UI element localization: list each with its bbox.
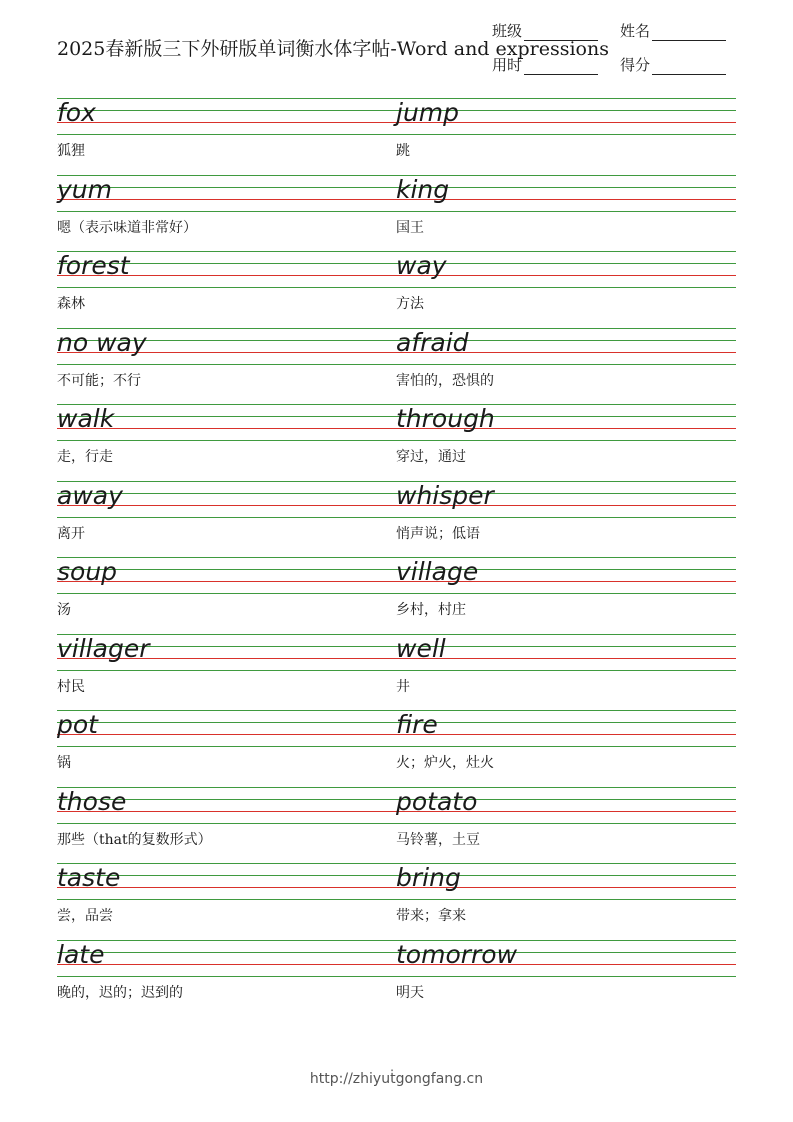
chinese-meaning: 悄声说；低语 bbox=[396, 525, 480, 542]
chinese-meaning: 汤 bbox=[57, 602, 71, 618]
english-word: no way bbox=[57, 327, 147, 357]
baseline-red bbox=[57, 964, 397, 965]
guide-line-green bbox=[396, 251, 736, 252]
guide-line-green bbox=[57, 211, 397, 212]
english-word: well bbox=[396, 633, 446, 663]
english-word: pot bbox=[57, 710, 98, 739]
english-word: late bbox=[57, 939, 105, 969]
english-word: jump bbox=[396, 98, 460, 127]
english-word: forest bbox=[57, 251, 130, 280]
english-word: away bbox=[57, 480, 123, 510]
page-title: 2025春新版三下外研版单词衡水体字帖-Word and expressions bbox=[57, 38, 609, 60]
guide-line-green bbox=[396, 722, 736, 723]
guide-line-green bbox=[57, 940, 397, 941]
baseline-red bbox=[396, 734, 736, 735]
footer-url: http://zhiyuṫgongfang.cn bbox=[309, 1071, 484, 1087]
chinese-meaning: 穿过，通过 bbox=[396, 449, 466, 465]
chinese-meaning: 明天 bbox=[396, 984, 424, 1001]
guide-line-green bbox=[57, 440, 397, 441]
chinese-meaning: 跳 bbox=[396, 143, 410, 159]
english-word: way bbox=[396, 251, 447, 280]
guide-line-green bbox=[57, 134, 397, 135]
guide-line-green bbox=[57, 517, 397, 518]
chinese-meaning: 方法 bbox=[396, 296, 424, 312]
english-word: walk bbox=[57, 404, 115, 433]
chinese-meaning: 尝，品尝 bbox=[57, 908, 113, 924]
chinese-meaning: 火；炉火，灶火 bbox=[396, 755, 494, 771]
chinese-meaning: 晚的，迟的；迟到的 bbox=[57, 984, 183, 1001]
english-word: bring bbox=[396, 863, 461, 892]
english-word: taste bbox=[57, 863, 121, 892]
guide-line-green bbox=[396, 593, 736, 594]
baseline-red bbox=[57, 122, 397, 123]
name-label: 姓名 bbox=[620, 22, 651, 40]
chinese-meaning: 害怕的，恐惧的 bbox=[396, 372, 494, 389]
english-word: villager bbox=[57, 633, 150, 663]
english-word: fire bbox=[396, 710, 438, 739]
chinese-meaning: 离开 bbox=[57, 525, 85, 542]
chinese-meaning: 那些（that的复数形式） bbox=[57, 831, 212, 848]
chinese-meaning: 不可能；不行 bbox=[57, 372, 141, 389]
guide-line-green bbox=[396, 670, 736, 671]
english-word: potato bbox=[396, 786, 478, 816]
english-word: soup bbox=[57, 557, 118, 586]
guide-line-green bbox=[57, 670, 397, 671]
score-label: 得分 bbox=[620, 56, 651, 74]
guide-line-green bbox=[57, 710, 397, 711]
guide-line-green bbox=[396, 634, 736, 635]
guide-line-green bbox=[57, 722, 397, 723]
chinese-meaning: 国王 bbox=[396, 219, 424, 236]
chinese-meaning: 森林 bbox=[57, 296, 85, 312]
chinese-meaning: 锅 bbox=[57, 755, 71, 771]
english-word: through bbox=[396, 404, 495, 433]
guide-line-green bbox=[396, 899, 736, 900]
guide-line-green bbox=[57, 593, 397, 594]
guide-line-green bbox=[57, 287, 397, 288]
guide-line-green bbox=[57, 364, 397, 365]
guide-line-green bbox=[396, 134, 736, 135]
english-word: king bbox=[396, 174, 450, 204]
baseline-red bbox=[396, 275, 736, 276]
guide-line-green bbox=[396, 263, 736, 264]
english-word: those bbox=[57, 786, 127, 816]
guide-line-green bbox=[57, 976, 397, 977]
guide-line-green bbox=[57, 98, 397, 99]
guide-line-green bbox=[396, 211, 736, 212]
english-word: afraid bbox=[396, 327, 469, 357]
time-label: 用时 bbox=[492, 56, 523, 74]
class-label: 班级 bbox=[492, 22, 523, 40]
chinese-meaning: 乡村，村庄 bbox=[396, 602, 466, 618]
chinese-meaning: 带来；拿来 bbox=[396, 908, 466, 924]
guide-line-green bbox=[396, 440, 736, 441]
english-word: village bbox=[396, 557, 479, 586]
guide-line-green bbox=[396, 287, 736, 288]
guide-line-green bbox=[57, 110, 397, 111]
chinese-meaning: 井 bbox=[396, 678, 410, 695]
guide-line-green bbox=[57, 746, 397, 747]
chinese-meaning: 走，行走 bbox=[57, 449, 113, 465]
guide-line-green bbox=[57, 952, 397, 953]
guide-line-green bbox=[57, 823, 397, 824]
english-word: tomorrow bbox=[396, 939, 518, 969]
guide-line-green bbox=[396, 976, 736, 977]
baseline-red bbox=[57, 734, 397, 735]
guide-line-green bbox=[396, 823, 736, 824]
guide-line-green bbox=[396, 517, 736, 518]
guide-line-green bbox=[396, 710, 736, 711]
english-word: whisper bbox=[396, 480, 494, 510]
chinese-meaning: 狐狸 bbox=[57, 143, 85, 159]
chinese-meaning: 嗯（表示味道非常好） bbox=[57, 219, 197, 236]
chinese-meaning: 马铃薯，土豆 bbox=[396, 831, 480, 848]
guide-line-green bbox=[396, 746, 736, 747]
baseline-red bbox=[396, 658, 736, 659]
guide-line-green bbox=[57, 899, 397, 900]
english-word: yum bbox=[57, 174, 112, 204]
chinese-meaning: 村民 bbox=[57, 678, 85, 695]
guide-line-green bbox=[396, 646, 736, 647]
guide-line-green bbox=[396, 364, 736, 365]
english-word: fox bbox=[57, 98, 96, 127]
